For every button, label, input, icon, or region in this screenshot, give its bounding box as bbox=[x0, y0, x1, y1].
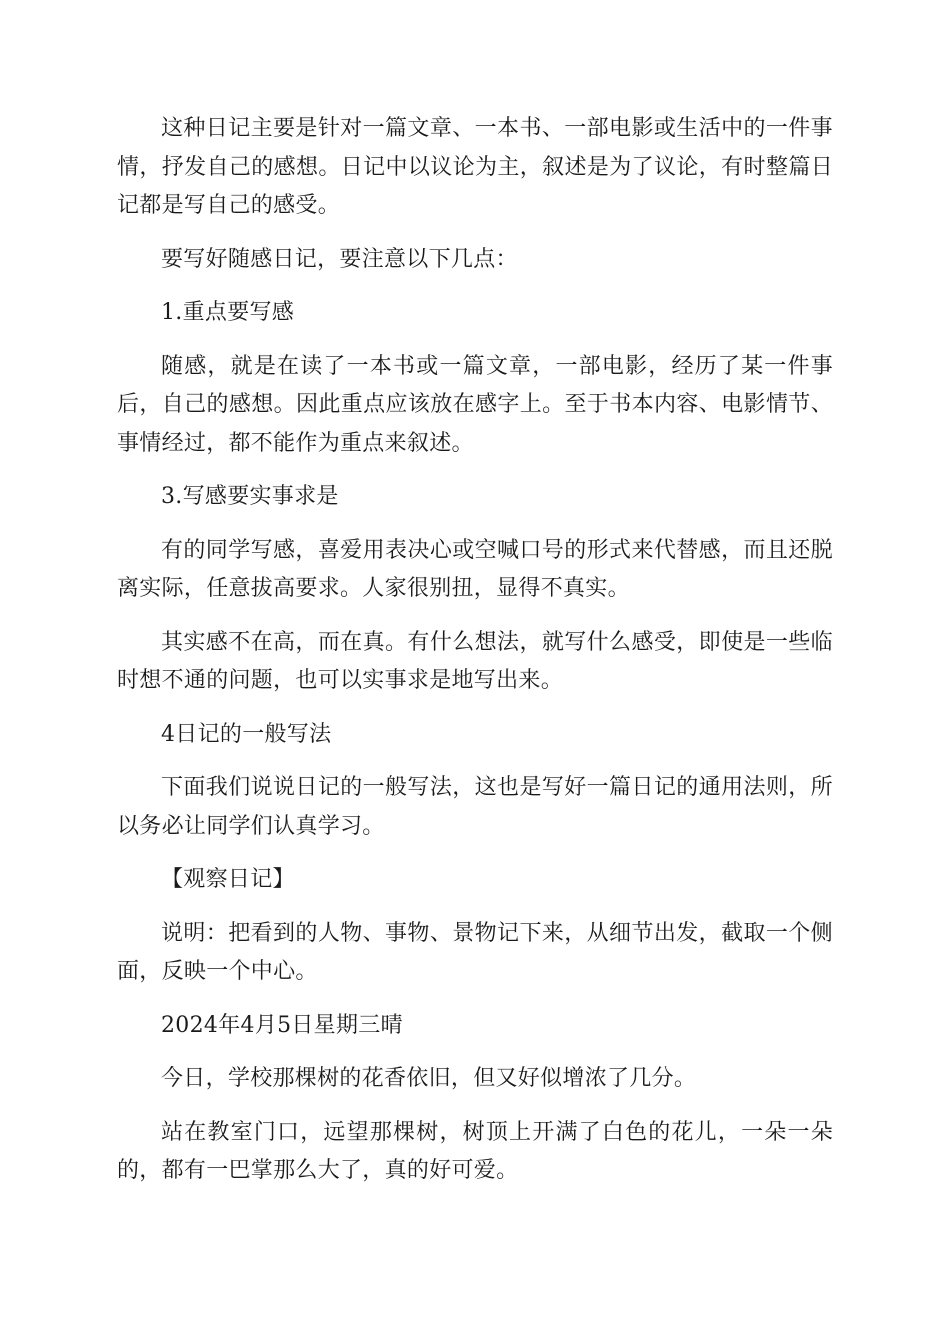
heading-point-1: 1.重点要写感 bbox=[161, 300, 295, 325]
paragraph-point-1-body: 随感，就是在读了一本书或一篇文章，一部电影，经历了某一件事后，自己的感想。因此重点应该放在感字上。至于书本内容、电影情节、事情经过，都不能作为重点来叙述。 bbox=[117, 353, 833, 456]
diary-paragraph-1: 今日，学校那棵树的花香依旧，但又好似增浓了几分。 bbox=[161, 1066, 697, 1091]
heading-section-4: 4日记的一般写法 bbox=[161, 721, 332, 747]
diary-date-line: 2024年4月5日星期三晴 bbox=[161, 1012, 403, 1038]
paragraph-observation-note: 说明：把看到的人物、事物、景物记下来，从细节出发，截取一个侧面，反映一个中心。 bbox=[117, 920, 833, 984]
paragraph-point-3-body-b: 其实感不在高，而在真。有什么想法，就写什么感受，即使是一些临时想不通的问题，也可以实事求是地写出来。 bbox=[117, 629, 833, 693]
paragraph-tips-lead: 要写好随感日记，要注意以下几点： bbox=[161, 246, 518, 272]
heading-observation-diary: 【观察日记】 bbox=[161, 867, 295, 892]
diary-paragraph-2: 站在教室门口，远望那棵树，树顶上开满了白色的花儿，一朵一朵的，都有一巴掌那么大了，真的好可爱。 bbox=[117, 1119, 833, 1183]
paragraph-intro: 这种日记主要是针对一篇文章、一本书、一部电影或生活中的一件事情，抒发自己的感想。日记中以议论为主，叙述是为了议论，有时整篇日记都是写自己的感受。 bbox=[117, 116, 833, 218]
paragraph-section-4-body: 下面我们说说日记的一般写法，这也是写好一篇日记的通用法则，所以务必让同学们认真学习。 bbox=[117, 775, 833, 839]
heading-point-3: 3.写感要实事求是 bbox=[161, 484, 339, 509]
paragraph-point-3-body-a: 有的同学写感，喜爱用表决心或空喊口号的形式来代替感，而且还脱离实际，任意拔高要求。人家很别扭，显得不真实。 bbox=[117, 537, 833, 601]
document-page bbox=[117, 110, 833, 1206]
